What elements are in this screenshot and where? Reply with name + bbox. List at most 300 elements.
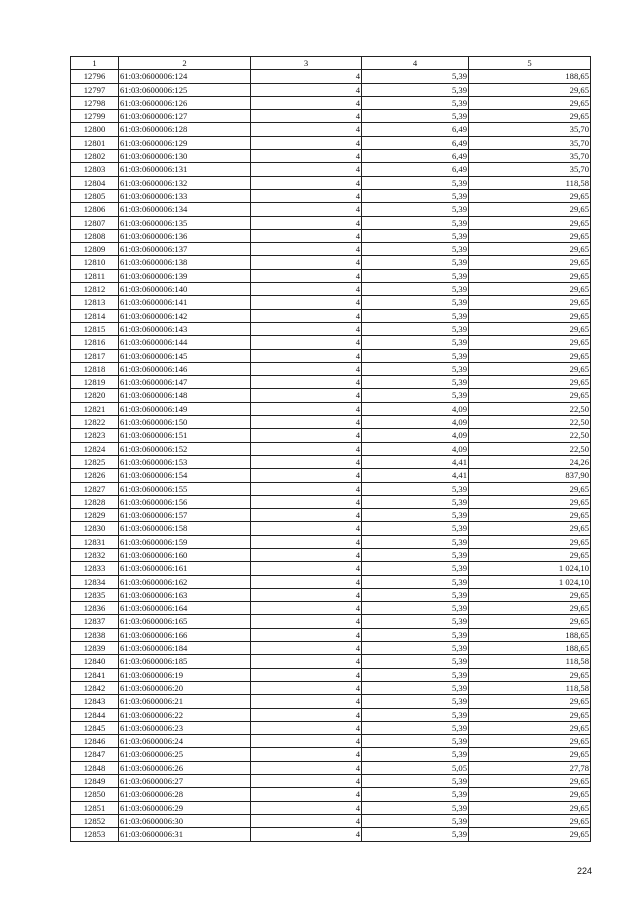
- table-cell-col-2: 61:03:0600006:149: [119, 402, 251, 415]
- table-cell-col-2: 61:03:0600006:131: [119, 163, 251, 176]
- table-cell-col-4: 6,49: [362, 150, 469, 163]
- table-row: [71, 828, 591, 841]
- table-row: [71, 801, 591, 814]
- table-cell-col-4: 6,49: [362, 123, 469, 136]
- table-cell-col-1: 12812: [71, 283, 119, 296]
- table-cell-col-4: 5,39: [362, 495, 469, 508]
- table-row: [71, 136, 591, 149]
- table-cell-col-1: 12822: [71, 416, 119, 429]
- table-cell-col-2: 61:03:0600006:24: [119, 735, 251, 748]
- table-cell-col-2: 61:03:0600006:139: [119, 269, 251, 282]
- table-cell-col-5: 35,70: [469, 150, 591, 163]
- table-cell-col-5: 29,65: [469, 814, 591, 827]
- table-cell-col-2: 61:03:0600006:145: [119, 349, 251, 362]
- table-cell-col-1: 12837: [71, 615, 119, 628]
- table-row: [71, 376, 591, 389]
- table-cell-col-1: 12849: [71, 775, 119, 788]
- table-cell-col-4: 5,39: [362, 801, 469, 814]
- table-cell-col-5: 29,65: [469, 336, 591, 349]
- table-cell-col-2: 61:03:0600006:132: [119, 176, 251, 189]
- table-row: [71, 708, 591, 721]
- table-cell-col-5: 29,65: [469, 509, 591, 522]
- table-cell-col-1: 12845: [71, 721, 119, 734]
- table-row: [71, 362, 591, 375]
- table-cell-col-3: 4: [251, 575, 362, 588]
- table-row: [71, 283, 591, 296]
- table-cell-col-3: 4: [251, 83, 362, 96]
- table-cell-col-2: 61:03:0600006:22: [119, 708, 251, 721]
- table-cell-col-5: 29,65: [469, 283, 591, 296]
- table-cell-col-5: 29,65: [469, 495, 591, 508]
- table-cell-col-5: 118,58: [469, 681, 591, 694]
- table-cell-col-1: 12827: [71, 482, 119, 495]
- table-cell-col-5: 188,65: [469, 628, 591, 641]
- table-cell-col-2: 61:03:0600006:160: [119, 548, 251, 561]
- table-row: [71, 123, 591, 136]
- table-cell-col-2: 61:03:0600006:26: [119, 761, 251, 774]
- table-cell-col-5: 188,65: [469, 642, 591, 655]
- table-cell-col-1: 12850: [71, 788, 119, 801]
- table-cell-col-2: 61:03:0600006:126: [119, 96, 251, 109]
- table-row: [71, 575, 591, 588]
- table-cell-col-1: 12851: [71, 801, 119, 814]
- table-cell-col-4: 5,39: [362, 349, 469, 362]
- table-cell-col-2: 61:03:0600006:153: [119, 455, 251, 468]
- table-cell-col-5: 29,65: [469, 189, 591, 202]
- table-cell-col-1: 12846: [71, 735, 119, 748]
- table-cell-col-3: 4: [251, 748, 362, 761]
- table-cell-col-3: 4: [251, 708, 362, 721]
- table-cell-col-5: 29,65: [469, 256, 591, 269]
- table-cell-col-2: 61:03:0600006:19: [119, 668, 251, 681]
- table-cell-col-4: 5,39: [362, 628, 469, 641]
- table-row: [71, 83, 591, 96]
- table-cell-col-4: 5,39: [362, 788, 469, 801]
- table-cell-col-4: 5,39: [362, 309, 469, 322]
- table-cell-col-3: 4: [251, 482, 362, 495]
- table-cell-col-3: 4: [251, 628, 362, 641]
- table-cell-col-2: 61:03:0600006:27: [119, 775, 251, 788]
- table-cell-col-5: 29,65: [469, 309, 591, 322]
- table-row: [71, 349, 591, 362]
- table-cell-col-4: 5,39: [362, 668, 469, 681]
- table-row: [71, 775, 591, 788]
- table-cell-col-3: 4: [251, 336, 362, 349]
- table-cell-col-4: 5,39: [362, 735, 469, 748]
- table-cell-col-3: 4: [251, 681, 362, 694]
- table-cell-col-4: 5,39: [362, 655, 469, 668]
- table-row: [71, 336, 591, 349]
- table-cell-col-1: 12799: [71, 110, 119, 123]
- table-cell-col-2: 61:03:0600006:146: [119, 362, 251, 375]
- table-row: [71, 482, 591, 495]
- table-cell-col-3: 4: [251, 655, 362, 668]
- table-cell-col-3: 4: [251, 814, 362, 827]
- table-cell-col-1: 12840: [71, 655, 119, 668]
- table-row: [71, 469, 591, 482]
- table-cell-col-5: 118,58: [469, 176, 591, 189]
- table-cell-col-1: 12796: [71, 70, 119, 83]
- table-cell-col-3: 4: [251, 761, 362, 774]
- table-cell-col-4: 5,05: [362, 761, 469, 774]
- table-cell-col-1: 12834: [71, 575, 119, 588]
- table-cell-col-2: 61:03:0600006:165: [119, 615, 251, 628]
- table-cell-col-3: 4: [251, 548, 362, 561]
- table-cell-col-2: 61:03:0600006:157: [119, 509, 251, 522]
- table-cell-col-5: 1 024,10: [469, 562, 591, 575]
- table-cell-col-4: 5,39: [362, 110, 469, 123]
- table-cell-col-2: 61:03:0600006:184: [119, 642, 251, 655]
- table-cell-col-5: 29,65: [469, 548, 591, 561]
- table-row: [71, 402, 591, 415]
- table-cell-col-2: 61:03:0600006:129: [119, 136, 251, 149]
- table-cell-col-5: 29,65: [469, 322, 591, 335]
- table-cell-col-5: 24,26: [469, 455, 591, 468]
- table-cell-col-3: 4: [251, 96, 362, 109]
- table-cell-col-4: 5,39: [362, 283, 469, 296]
- table-cell-col-4: 5,39: [362, 588, 469, 601]
- table-cell-col-4: 6,49: [362, 136, 469, 149]
- table-row: [71, 642, 591, 655]
- table-row: [71, 110, 591, 123]
- page-number: 224: [576, 866, 592, 876]
- table-cell-col-1: 12807: [71, 216, 119, 229]
- table-cell-col-1: 12801: [71, 136, 119, 149]
- table-cell-col-5: 29,65: [469, 96, 591, 109]
- table-cell-col-5: 29,65: [469, 296, 591, 309]
- table-row: [71, 535, 591, 548]
- table-cell-col-2: 61:03:0600006:156: [119, 495, 251, 508]
- table-cell-col-5: 118,58: [469, 655, 591, 668]
- table-row: [71, 176, 591, 189]
- table-row: [71, 256, 591, 269]
- table-cell-col-4: 5,39: [362, 695, 469, 708]
- table-cell-col-4: 5,39: [362, 203, 469, 216]
- table-row: [71, 455, 591, 468]
- table-cell-col-2: 61:03:0600006:155: [119, 482, 251, 495]
- table-cell-col-5: 35,70: [469, 136, 591, 149]
- table-cell-col-3: 4: [251, 602, 362, 615]
- table-cell-col-3: 4: [251, 775, 362, 788]
- table-row: [71, 150, 591, 163]
- table-cell-col-2: 61:03:0600006:29: [119, 801, 251, 814]
- table-cell-col-2: 61:03:0600006:151: [119, 429, 251, 442]
- table-row: [71, 495, 591, 508]
- table-cell-col-1: 12852: [71, 814, 119, 827]
- table-row: [71, 203, 591, 216]
- table-cell-col-4: 5,39: [362, 216, 469, 229]
- table-cell-col-1: 12825: [71, 455, 119, 468]
- table-cell-col-3: 4: [251, 721, 362, 734]
- table-cell-col-5: 29,65: [469, 588, 591, 601]
- table-cell-col-1: 12804: [71, 176, 119, 189]
- table-cell-col-4: 5,39: [362, 562, 469, 575]
- table-cell-col-2: 61:03:0600006:128: [119, 123, 251, 136]
- table-row: [71, 748, 591, 761]
- table-row: [71, 735, 591, 748]
- column-header-4: 4: [362, 57, 469, 70]
- column-header-5: 5: [469, 57, 591, 70]
- table-cell-col-5: 29,65: [469, 110, 591, 123]
- table-cell-col-2: 61:03:0600006:134: [119, 203, 251, 216]
- table-cell-col-4: 5,39: [362, 83, 469, 96]
- table-cell-col-4: 5,39: [362, 269, 469, 282]
- table-cell-col-4: 5,39: [362, 243, 469, 256]
- table-row: [71, 429, 591, 442]
- table-cell-col-2: 61:03:0600006:166: [119, 628, 251, 641]
- table-row: [71, 681, 591, 694]
- table-cell-col-3: 4: [251, 123, 362, 136]
- table-cell-col-4: 5,39: [362, 775, 469, 788]
- table-cell-col-1: 12818: [71, 362, 119, 375]
- table-cell-col-2: 61:03:0600006:148: [119, 389, 251, 402]
- table-cell-col-5: 29,65: [469, 229, 591, 242]
- table-row: [71, 416, 591, 429]
- data-table: [70, 56, 591, 842]
- table-cell-col-3: 4: [251, 296, 362, 309]
- table-row: [71, 814, 591, 827]
- table-cell-col-3: 4: [251, 389, 362, 402]
- table-cell-col-5: 22,50: [469, 402, 591, 415]
- table-cell-col-2: 61:03:0600006:125: [119, 83, 251, 96]
- table-cell-col-5: 29,65: [469, 83, 591, 96]
- table-cell-col-4: 5,39: [362, 575, 469, 588]
- table-cell-col-4: 4,09: [362, 416, 469, 429]
- table-cell-col-2: 61:03:0600006:30: [119, 814, 251, 827]
- table-row: [71, 522, 591, 535]
- table-cell-col-5: 22,50: [469, 442, 591, 455]
- table-cell-col-3: 4: [251, 495, 362, 508]
- table-cell-col-1: 12835: [71, 588, 119, 601]
- table-cell-col-1: 12815: [71, 322, 119, 335]
- table-cell-col-4: 5,39: [362, 535, 469, 548]
- table-cell-col-5: 29,65: [469, 801, 591, 814]
- table-cell-col-2: 61:03:0600006:154: [119, 469, 251, 482]
- table-cell-col-5: 29,65: [469, 602, 591, 615]
- table-cell-col-4: 5,39: [362, 376, 469, 389]
- table-cell-col-5: 22,50: [469, 429, 591, 442]
- table-row: [71, 668, 591, 681]
- table-cell-col-1: 12802: [71, 150, 119, 163]
- table-cell-col-3: 4: [251, 110, 362, 123]
- table-cell-col-2: 61:03:0600006:152: [119, 442, 251, 455]
- table-cell-col-3: 4: [251, 828, 362, 841]
- table-cell-col-1: 12797: [71, 83, 119, 96]
- table-cell-col-1: 12817: [71, 349, 119, 362]
- table-body: [71, 70, 591, 841]
- table-cell-col-4: 5,39: [362, 296, 469, 309]
- table-cell-col-1: 12808: [71, 229, 119, 242]
- table-cell-col-2: 61:03:0600006:20: [119, 681, 251, 694]
- table-cell-col-3: 4: [251, 535, 362, 548]
- table-cell-col-5: 29,65: [469, 668, 591, 681]
- table-row: [71, 695, 591, 708]
- table-cell-col-4: 5,39: [362, 642, 469, 655]
- table-cell-col-1: 12829: [71, 509, 119, 522]
- table-cell-col-3: 4: [251, 229, 362, 242]
- table-cell-col-5: 29,65: [469, 349, 591, 362]
- table-cell-col-3: 4: [251, 269, 362, 282]
- table-cell-col-5: 22,50: [469, 416, 591, 429]
- table-cell-col-5: 1 024,10: [469, 575, 591, 588]
- table-row: [71, 216, 591, 229]
- table-cell-col-1: 12838: [71, 628, 119, 641]
- table-cell-col-5: 837,90: [469, 469, 591, 482]
- table-cell-col-4: 5,39: [362, 482, 469, 495]
- table-cell-col-3: 4: [251, 362, 362, 375]
- table-cell-col-1: 12823: [71, 429, 119, 442]
- table-cell-col-5: 29,65: [469, 828, 591, 841]
- table-row: [71, 628, 591, 641]
- table-cell-col-3: 4: [251, 562, 362, 575]
- table-row: [71, 602, 591, 615]
- table-cell-col-3: 4: [251, 283, 362, 296]
- table-cell-col-3: 4: [251, 455, 362, 468]
- table-cell-col-4: 5,39: [362, 336, 469, 349]
- table-cell-col-2: 61:03:0600006:124: [119, 70, 251, 83]
- table-cell-col-2: 61:03:0600006:28: [119, 788, 251, 801]
- table-cell-col-1: 12831: [71, 535, 119, 548]
- table-row: [71, 243, 591, 256]
- table-cell-col-5: 29,65: [469, 389, 591, 402]
- table-cell-col-5: 29,65: [469, 482, 591, 495]
- table-cell-col-1: 12824: [71, 442, 119, 455]
- table-cell-col-2: 61:03:0600006:127: [119, 110, 251, 123]
- table-cell-col-4: 5,39: [362, 548, 469, 561]
- table-cell-col-1: 12821: [71, 402, 119, 415]
- table-cell-col-1: 12811: [71, 269, 119, 282]
- table-cell-col-4: 5,39: [362, 256, 469, 269]
- table-cell-col-2: 61:03:0600006:143: [119, 322, 251, 335]
- table-cell-col-1: 12844: [71, 708, 119, 721]
- table-row: [71, 548, 591, 561]
- table-cell-col-4: 5,39: [362, 389, 469, 402]
- table-cell-col-2: 61:03:0600006:163: [119, 588, 251, 601]
- table-cell-col-4: 4,09: [362, 442, 469, 455]
- table-cell-col-3: 4: [251, 150, 362, 163]
- table-cell-col-1: 12806: [71, 203, 119, 216]
- column-header-1: 1: [71, 57, 119, 70]
- table-cell-col-2: 61:03:0600006:140: [119, 283, 251, 296]
- table-cell-col-3: 4: [251, 429, 362, 442]
- table-row: [71, 588, 591, 601]
- table-cell-col-3: 4: [251, 349, 362, 362]
- table-cell-col-5: 29,65: [469, 615, 591, 628]
- table-cell-col-3: 4: [251, 256, 362, 269]
- table-cell-col-4: 5,39: [362, 509, 469, 522]
- table-cell-col-4: 5,39: [362, 96, 469, 109]
- table-row: [71, 70, 591, 83]
- table-cell-col-4: 5,39: [362, 229, 469, 242]
- table-cell-col-1: 12813: [71, 296, 119, 309]
- table-cell-col-3: 4: [251, 668, 362, 681]
- table-cell-col-1: 12833: [71, 562, 119, 575]
- table-row: [71, 96, 591, 109]
- table-cell-col-4: 4,41: [362, 469, 469, 482]
- table-cell-col-5: 29,65: [469, 788, 591, 801]
- table-cell-col-2: 61:03:0600006:164: [119, 602, 251, 615]
- table-cell-col-1: 12805: [71, 189, 119, 202]
- table-cell-col-1: 12810: [71, 256, 119, 269]
- table-cell-col-2: 61:03:0600006:142: [119, 309, 251, 322]
- table-cell-col-4: 5,39: [362, 708, 469, 721]
- table-cell-col-2: 61:03:0600006:144: [119, 336, 251, 349]
- table-cell-col-5: 27,78: [469, 761, 591, 774]
- table-cell-col-2: 61:03:0600006:23: [119, 721, 251, 734]
- table-cell-col-3: 4: [251, 416, 362, 429]
- table-cell-col-2: 61:03:0600006:130: [119, 150, 251, 163]
- table-cell-col-4: 5,39: [362, 362, 469, 375]
- table-cell-col-1: 12839: [71, 642, 119, 655]
- table-row: [71, 761, 591, 774]
- table-cell-col-3: 4: [251, 442, 362, 455]
- table-cell-col-2: 61:03:0600006:185: [119, 655, 251, 668]
- table-cell-col-5: 29,65: [469, 216, 591, 229]
- table-cell-col-1: 12816: [71, 336, 119, 349]
- table-cell-col-4: 5,39: [362, 70, 469, 83]
- table-cell-col-3: 4: [251, 189, 362, 202]
- table-cell-col-4: 5,39: [362, 522, 469, 535]
- table-row: [71, 509, 591, 522]
- table-cell-col-2: 61:03:0600006:133: [119, 189, 251, 202]
- table-cell-col-3: 4: [251, 176, 362, 189]
- table-cell-col-5: 35,70: [469, 123, 591, 136]
- table-cell-col-2: 61:03:0600006:135: [119, 216, 251, 229]
- table-cell-col-2: 61:03:0600006:137: [119, 243, 251, 256]
- table-row: [71, 788, 591, 801]
- table-cell-col-1: 12820: [71, 389, 119, 402]
- table-row: [71, 296, 591, 309]
- table-cell-col-2: 61:03:0600006:162: [119, 575, 251, 588]
- table-row: [71, 309, 591, 322]
- table-cell-col-5: 29,65: [469, 243, 591, 256]
- table-cell-col-5: 29,65: [469, 721, 591, 734]
- table-cell-col-1: 12848: [71, 761, 119, 774]
- table-cell-col-1: 12826: [71, 469, 119, 482]
- table-cell-col-4: 4,09: [362, 429, 469, 442]
- table-row: [71, 322, 591, 335]
- table-row: [71, 615, 591, 628]
- table-cell-col-2: 61:03:0600006:25: [119, 748, 251, 761]
- table-cell-col-2: 61:03:0600006:141: [119, 296, 251, 309]
- table-cell-col-2: 61:03:0600006:159: [119, 535, 251, 548]
- table-cell-col-3: 4: [251, 642, 362, 655]
- table-cell-col-1: 12819: [71, 376, 119, 389]
- table-cell-col-4: 5,39: [362, 814, 469, 827]
- table-cell-col-3: 4: [251, 588, 362, 601]
- table-cell-col-5: 29,65: [469, 522, 591, 535]
- table-cell-col-2: 61:03:0600006:161: [119, 562, 251, 575]
- table-cell-col-3: 4: [251, 376, 362, 389]
- table-cell-col-1: 12843: [71, 695, 119, 708]
- table-row: [71, 269, 591, 282]
- table-cell-col-1: 12814: [71, 309, 119, 322]
- table-cell-col-1: 12847: [71, 748, 119, 761]
- table-cell-col-5: 29,65: [469, 748, 591, 761]
- table-cell-col-3: 4: [251, 309, 362, 322]
- table-row: [71, 562, 591, 575]
- table-cell-col-4: 5,39: [362, 721, 469, 734]
- table-cell-col-5: 29,65: [469, 708, 591, 721]
- table-cell-col-3: 4: [251, 735, 362, 748]
- table-cell-col-3: 4: [251, 615, 362, 628]
- table-cell-col-4: 5,39: [362, 615, 469, 628]
- table-cell-col-3: 4: [251, 322, 362, 335]
- table-cell-col-5: 188,65: [469, 70, 591, 83]
- table-cell-col-3: 4: [251, 469, 362, 482]
- table-cell-col-5: 29,65: [469, 775, 591, 788]
- table-cell-col-4: 4,41: [362, 455, 469, 468]
